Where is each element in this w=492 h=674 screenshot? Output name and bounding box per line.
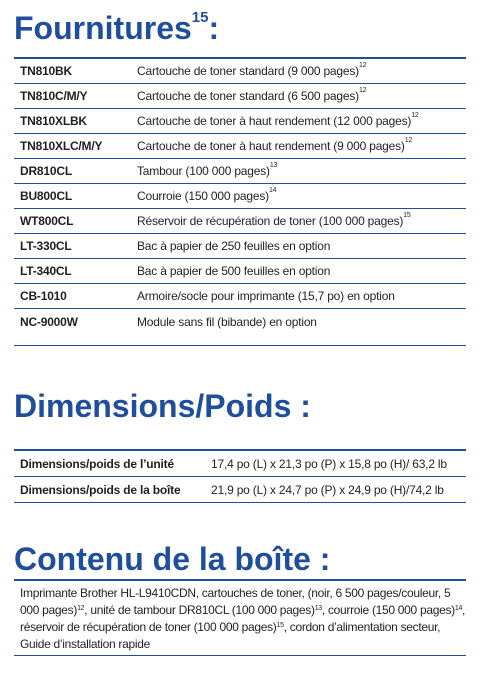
supply-description-text: Bac à papier de 250 feuilles en option <box>137 239 331 253</box>
supply-footnote: 14 <box>268 187 277 194</box>
supply-description-text: Réservoir de récupération de toner (100 000 pages) <box>137 214 404 228</box>
supply-footnote: 12 <box>358 62 367 69</box>
contents-part: , cordon d’alimentation secteur, Guide d’installation rapide <box>20 620 441 651</box>
supply-description <box>137 289 466 303</box>
supply-code: TN810XLC/M/Y <box>20 139 103 153</box>
supply-code: LT-340CL <box>20 264 72 278</box>
contents-footnote: 14 <box>454 605 463 612</box>
supply-row <box>14 159 466 184</box>
supply-row <box>14 109 466 134</box>
contents-top-rule <box>14 579 466 581</box>
contents-footnote: 12 <box>77 605 85 612</box>
supplies-title-colon: : <box>208 10 220 46</box>
supply-footnote: 15 <box>403 212 411 219</box>
dimension-row <box>14 452 466 477</box>
supply-code: WT800CL <box>20 214 74 228</box>
supply-description-text: Module sans fil (bibande) en option <box>137 314 317 329</box>
contents-footnote: 15 <box>276 622 284 629</box>
contents-footnote: 13 <box>314 605 322 612</box>
supplies-heading <box>14 9 220 46</box>
supply-row <box>14 284 466 309</box>
supply-code: TN810XLBK <box>20 114 87 128</box>
supply-row <box>14 184 466 209</box>
supply-footnote: 13 <box>269 162 278 169</box>
supply-code: CB-1010 <box>20 289 67 303</box>
supply-row <box>14 84 466 109</box>
dimension-label: Dimensions/poids de la boîte <box>20 482 181 497</box>
supply-row <box>14 134 466 159</box>
supply-description-text: Bac à papier de 500 feuilles en option <box>137 264 331 278</box>
supply-description-text: Cartouche de toner à haut rendement (12 000 pages) <box>137 114 412 128</box>
supply-description-text: Armoire/socle pour imprimante (15,7 po) en option <box>137 289 395 303</box>
supply-code: LT-330CL <box>20 239 72 253</box>
supply-code: TN810BK <box>20 64 72 78</box>
supply-code: TN810C/M/Y <box>20 89 88 103</box>
supply-code: BU800CL <box>20 189 72 203</box>
supply-row <box>14 309 466 334</box>
supply-description-text: Cartouche de toner à haut rendement (9 000 pages) <box>137 139 405 153</box>
contents-heading: Contenu de la boîte : <box>14 541 331 577</box>
supply-row <box>14 259 466 284</box>
dimension-value: 17,4 po (L) x 21,3 po (P) x 15,8 po (H)/ 63,2 lb <box>211 457 447 471</box>
supplies-title-footnote: 15 <box>191 9 209 26</box>
dimension-row <box>14 477 466 502</box>
supply-row <box>14 209 466 234</box>
dimension-label: Dimensions/poids de l’unité <box>20 457 174 471</box>
supply-code: NC-9000W <box>20 314 78 329</box>
supply-footnote: 12 <box>411 112 419 119</box>
supply-row <box>14 59 466 84</box>
supply-description <box>137 114 466 128</box>
supply-description <box>137 214 466 228</box>
supply-description <box>137 189 466 203</box>
contents-text <box>20 585 470 653</box>
dimensions-bottom-rule <box>14 502 466 503</box>
supplies-table <box>14 59 466 334</box>
supplies-bottom-rule <box>14 345 466 346</box>
supply-code: DR810CL <box>20 164 72 178</box>
supply-description-text: Cartouche de toner standard (6 500 pages) <box>137 89 359 103</box>
contents-bottom-rule <box>14 655 466 656</box>
supply-row <box>14 234 466 259</box>
supply-description-text: Tambour (100 000 pages) <box>137 164 270 178</box>
supply-footnote: 12 <box>358 87 367 94</box>
supply-description <box>137 139 466 153</box>
dimensions-heading: Dimensions/Poids : <box>14 388 311 424</box>
supply-description <box>137 315 466 329</box>
contents-part: , unité de tambour DR810CL (100 000 pages) <box>84 603 315 617</box>
supply-description <box>137 89 466 103</box>
dimension-value: 21,9 po (L) x 24,7 po (P) x 24,9 po (H)/74,2 lb <box>211 482 444 497</box>
supply-footnote: 12 <box>404 137 413 144</box>
supplies-title: Fournitures <box>14 10 192 46</box>
dimensions-table <box>14 452 466 502</box>
contents-part: Imprimante Brother HL-L9410CDN, cartouches de toner, (noir, 6 500 pages/couleur, 5 000 pages) <box>20 586 451 617</box>
contents-part: , réservoir de récupération de toner (100 000 pages) <box>20 603 466 634</box>
supply-description <box>137 264 466 278</box>
contents-part: , courroie (150 000 pages) <box>321 603 455 617</box>
supply-description <box>137 239 466 253</box>
supply-description <box>137 164 466 178</box>
dimensions-top-rule <box>14 449 466 451</box>
supply-description-text: Cartouche de toner standard (9 000 pages) <box>137 64 359 78</box>
supply-description-text: Courroie (150 000 pages) <box>137 189 269 203</box>
supply-description <box>137 64 466 78</box>
